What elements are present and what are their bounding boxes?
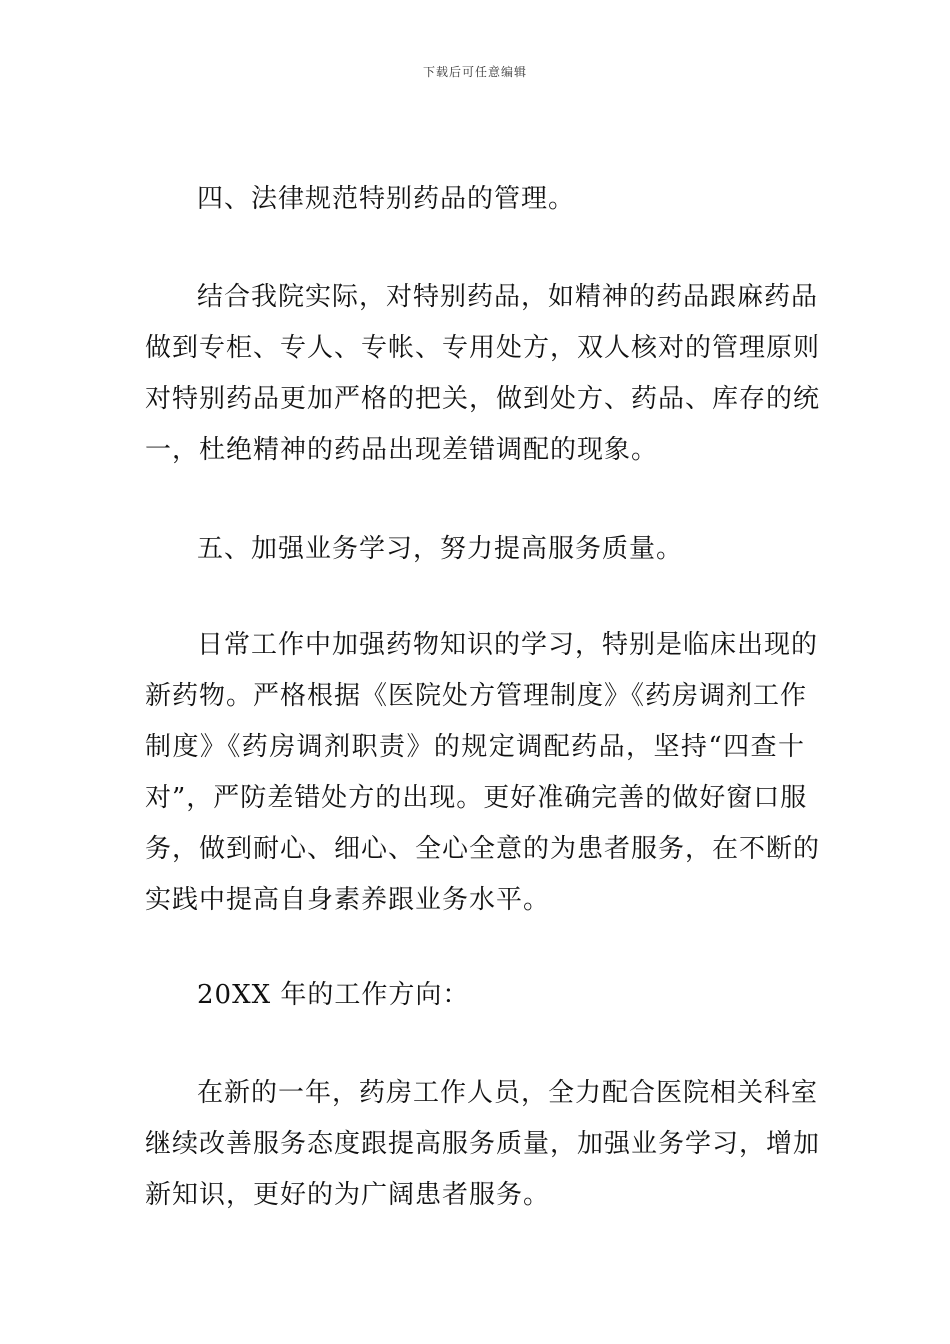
paragraph-line: 做到专柜、专人、专帐、专用处方，双人核对的管理原则	[145, 333, 821, 363]
paragraph-line: 一，杜绝精神的药品出现差错调配的现象。	[145, 435, 659, 465]
paragraph-line: 务，做到耐心、细心、全心全意的为患者服务，在不断的	[145, 834, 821, 864]
paragraph-work-direction	[145, 1068, 821, 1221]
heading-special-drugs	[145, 174, 805, 225]
paragraph-line: 新知识，更好的为广阔患者服务。	[145, 1180, 551, 1210]
paragraph-line: 在新的一年，药房工作人员，全力配合医院相关科室	[197, 1078, 819, 1108]
paragraph-line: 对”，严防差错处方的出现。更好准确完善的做好窗口服	[145, 783, 808, 813]
paragraph-line: 结合我院实际，对特别药品，如精神的药品跟麻药品	[197, 282, 819, 312]
paragraph-line: 继续改善服务态度跟提高服务质量，加强业务学习，增加	[145, 1129, 821, 1159]
paragraph-line: 对特别药品更加严格的把关，做到处方、药品、库存的统	[145, 384, 821, 414]
paragraph-line: 日常工作中加强药物知识的学习，特别是临床出现的	[197, 630, 819, 660]
paragraph-line: 五、加强业务学习，努力提高服务质量。	[197, 534, 684, 564]
paragraph-special-drugs	[145, 272, 821, 476]
paragraph-line: 新药物。严格根据《医院处方管理制度》《药房调剂工作	[145, 681, 808, 711]
paragraph-line: 实践中提高自身素养跟业务水平。	[145, 885, 551, 915]
paragraph-business-study	[145, 620, 821, 926]
heading-work-direction	[145, 970, 805, 1021]
paragraph-line: 制度》《药房调剂职责》的规定调配药品，坚持“四查十	[145, 732, 805, 762]
page-header: 下载后可任意编辑	[422, 65, 527, 79]
heading-business-study	[145, 524, 805, 575]
paragraph-line: 20XX 年的工作方向：	[197, 980, 470, 1010]
paragraph-line: 四、法律规范特别药品的管理。	[197, 184, 576, 214]
